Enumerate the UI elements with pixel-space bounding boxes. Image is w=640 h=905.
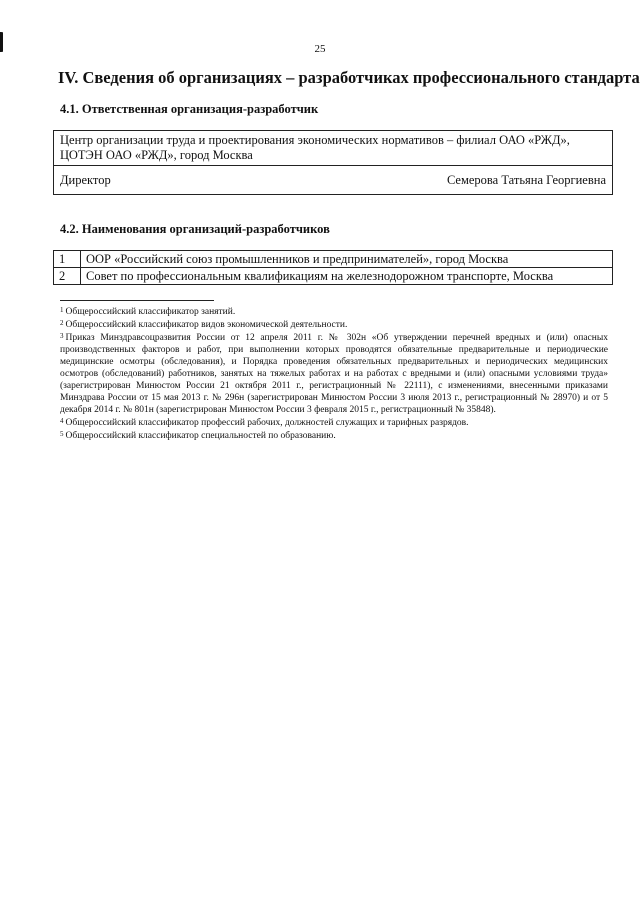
responsible-org-name: Центр организации труда и проектирования экономических нормативов – филиал ОАО «РЖД», ЦОТЭН ОАО «РЖД», город Москва bbox=[54, 131, 613, 166]
footnote bbox=[60, 306, 608, 318]
responsible-org-table bbox=[53, 130, 613, 195]
footnote-text: Общероссийский классификатор видов экономической деятельности. bbox=[65, 320, 348, 330]
page-number: 25 bbox=[314, 43, 326, 55]
footnote bbox=[60, 332, 608, 416]
section-title: IV. Сведения об организациях – разработчиках профессионального стандарта bbox=[58, 68, 640, 87]
table-row bbox=[54, 251, 613, 268]
footnote-text: Приказ Минздравсоцразвития России от 12 апреля 2011 г. № 302н «Об утверждении перечней вредных и (или) опасных производственных факторов и работ, при выполнении которых проводятся обязательные предварительные и периодические медицинские осмотры (обследования), и Порядка проведения обязательных предварительных и периодических медицинских осмотров (обследований) работников, занятых на тяжелых работах и на работах с вредными и (или) опасными условиями труда» (зарегистрирован Минюстом России 21 октября 2011 г., регистрационный № 22111), с изменениями, внесенными приказами Минздрава России от 15 мая 2013 г. № 296н (зарегистрирован Минюстом России 3 июля 2013 г., регистрационный № 28970) и от 5 декабря 2014 г. № 801н (зарегистрирован Минюстом России 3 февраля 2015 г., регистрационный № 35848). bbox=[60, 333, 608, 415]
table-row bbox=[54, 268, 613, 285]
footnote bbox=[60, 417, 608, 429]
footnote bbox=[60, 430, 608, 442]
footnote-mark: 3 bbox=[60, 332, 64, 340]
footnotes bbox=[60, 306, 608, 443]
row-number: 2 bbox=[54, 268, 81, 285]
responsible-org-title: 4.1. Ответственная организация-разработчик bbox=[60, 102, 319, 116]
footnote-mark: 5 bbox=[60, 430, 64, 438]
responsible-person: Семерова Татьяна Георгиевна bbox=[446, 172, 606, 187]
row-number: 1 bbox=[54, 251, 81, 268]
footnote-text: Общероссийский классификатор профессий рабочих, должностей служащих и тарифных разрядов. bbox=[65, 418, 469, 428]
responsible-position: Директор bbox=[60, 172, 111, 187]
developer-org-name: Совет по профессиональным квалификациям на железнодорожном транспорте, Москва bbox=[81, 268, 613, 285]
developer-org-name: ООР «Российский союз промышленников и предпринимателей», город Москва bbox=[81, 251, 613, 268]
footnote-mark: 4 bbox=[60, 417, 64, 425]
responsible-role-cell bbox=[54, 166, 613, 195]
footnote-mark: 2 bbox=[60, 319, 64, 327]
footnote-text: Общероссийский классификатор занятий. bbox=[65, 307, 236, 317]
footnote-text: Общероссийский классификатор специальностей по образованию. bbox=[65, 431, 336, 441]
developer-orgs-title: 4.2. Наименования организаций-разработчиков bbox=[60, 222, 330, 236]
footnote bbox=[60, 319, 608, 331]
footnote-divider bbox=[60, 300, 214, 301]
developer-orgs-table bbox=[53, 250, 613, 285]
footnote-mark: 1 bbox=[60, 306, 64, 314]
